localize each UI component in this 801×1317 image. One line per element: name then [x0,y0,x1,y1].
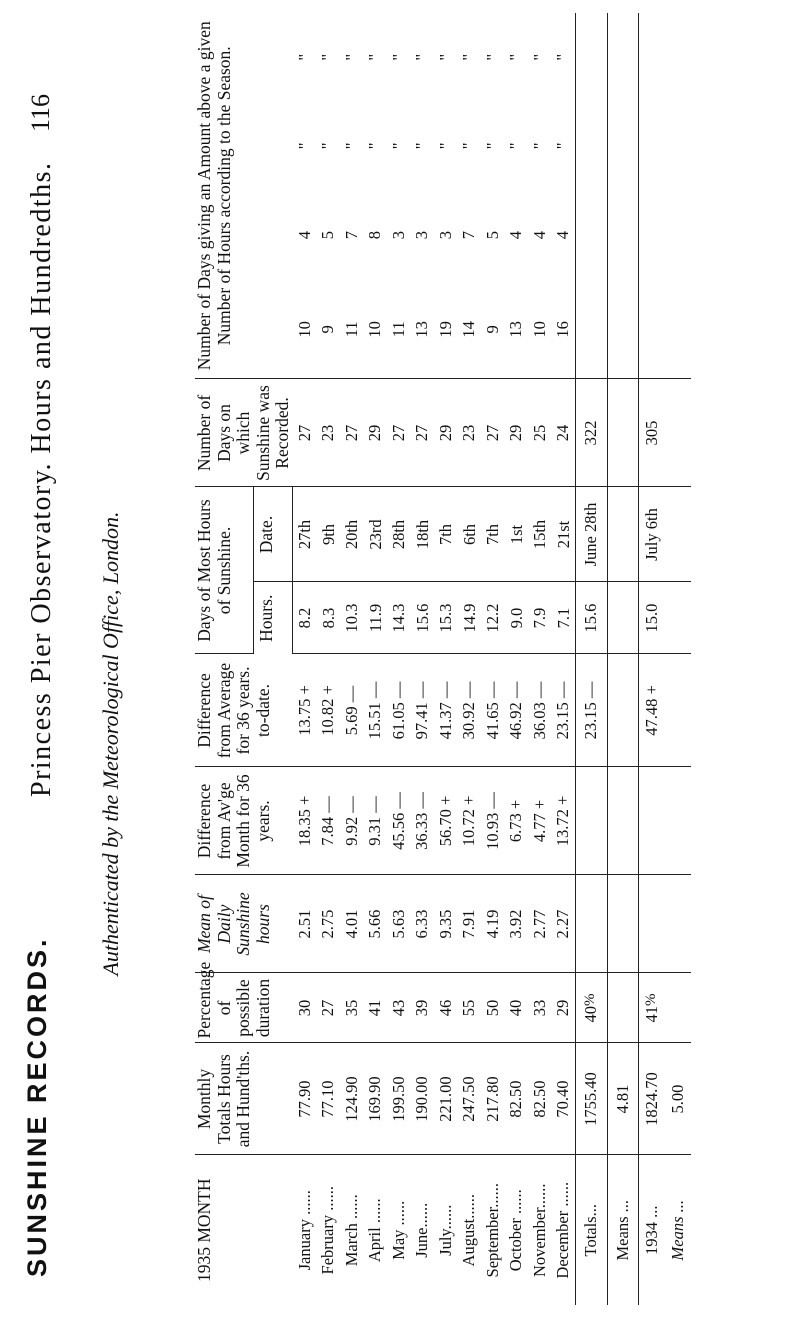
col-totals: Monthly Totals Hours and Hund'ths. [195,1043,293,1155]
prev-year-row: 1934 ... Means ... 1824.70 5.00 41% 47.48 + 15.0 July 6th 305 [639,13,692,1305]
col-diff-month: Difference from Av'ge Month for 36 years. [195,767,293,875]
col-percent: Percentage of possible duration [195,973,293,1043]
title-observatory: Princess Pier Observatory. Hours and Hundredths. [26,161,57,797]
col-days-recorded: Number of Days on which Sunshine was Recorded. [195,379,293,487]
above-col-4: " " " " " " " " " " " " [294,53,573,61]
col-date: Date. [254,487,293,582]
page-header [14,0,74,1317]
diff-month-list: 18.35 + 7.84 — 9.92 — 9.31 — 45.56 — 36.33 — 56.70 + 10.72 + 10.93 — 6.73 + 4.77 + 13.72 + [293,767,576,875]
title-sunshine-records: SUNSHINE RECORDS. [22,936,52,1277]
date-list: 27th 9th 20th 23rd 28th 18th 7th 6th 7th 1st 15th 21st [293,487,576,582]
col-mean: Mean of Daily Sunshine hours [195,875,293,973]
above-hours-block [293,13,576,379]
days-recorded-list: 27 23 27 29 27 27 29 23 27 29 25 24 [293,379,576,487]
col-diff-total: Difference from Average for 36 years. to-date. [195,654,293,767]
mean-list: 2.51 2.75 4.01 5.66 5.63 6.33 9.35 7.91 4.19 3.92 2.77 2.27 [293,875,576,973]
page-number: 116 [26,93,55,132]
col-month: 1935 MONTH [194,1178,214,1283]
subtitle: Authenticated by the Meteorological Office, London. [98,511,123,976]
hours-list: 8.2 8.3 10.3 11.9 14.3 15.6 15.3 14.9 12.2 9.0 7.9 7.1 [293,582,576,654]
table-row [293,13,576,1305]
totals-list: 77.90 77.10 124.90 169.90 199.50 190.00 221.00 247.50 217.80 82.50 82.50 70.40 [293,1043,576,1155]
sunshine-table [195,13,691,1305]
col-most-days: Days of Most Hours of Sunshine. [195,487,254,654]
totals-row: Totals... 1755.40 40% 23.15 — 15.6 June 28th 322 [576,13,608,1305]
col-above: Number of Days giving an Amount above a given Number of Hours according to the Season. [195,13,293,379]
col-hours: Hours. [254,582,293,654]
means-row: Means ... 4.81 [608,13,639,1305]
month-list: January ...... February ...... March ...... April ...... May ...... June...... July...... August...... September...... October ...... November...... December ...... [294,1181,573,1279]
percent-list: 30 27 35 41 43 39 46 55 50 40 33 29 [293,973,576,1043]
above-col-1: 10 9 11 10 11 13 19 14 9 13 10 16 [294,321,573,338]
above-col-2: 4 5 7 8 3 3 3 7 5 4 4 4 [294,231,573,240]
diff-total-list: 13.75 + 10.82 + 5.69 — 15.51 — 61.05 — 97.41 — 41.37 — 30.92 — 41.65 — 46.92 — 36.03 — 23.15 — [293,654,576,767]
above-col-3: " " " " " " " " " " " " [294,142,573,150]
